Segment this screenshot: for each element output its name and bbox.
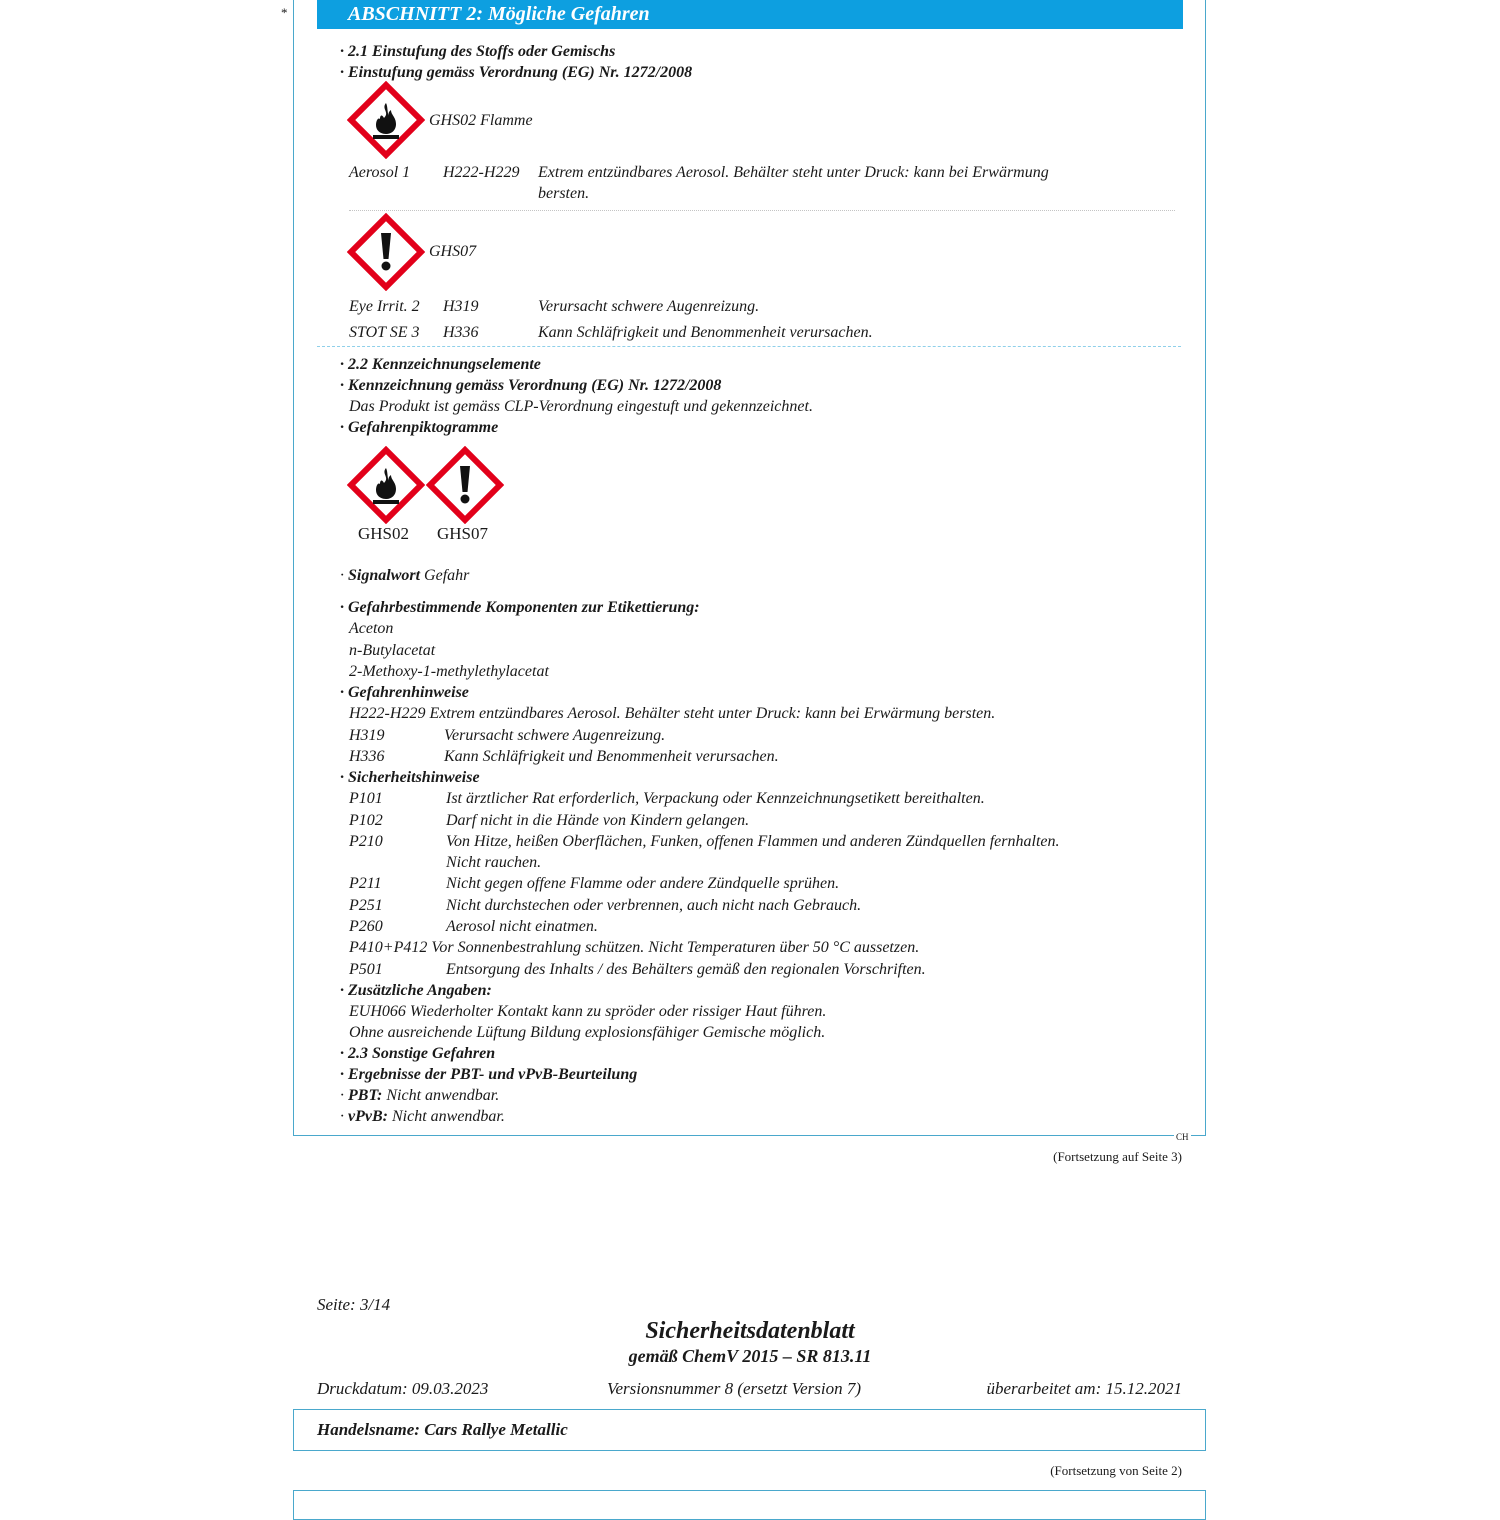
- class2-category: Eye Irrit. 2: [349, 298, 420, 315]
- ghs07-exclamation-icon: [426, 446, 504, 524]
- heading-hazards: · Gefahrenhinweise: [340, 684, 469, 701]
- hazard-text: Kann Schläfrigkeit und Benommenheit verursachen.: [444, 748, 779, 765]
- revision-date: überarbeitet am: 15.12.2021: [986, 1379, 1182, 1398]
- heading-2-2: · 2.2 Kennzeichnungselemente: [340, 356, 541, 373]
- class1-category: Aerosol 1: [349, 164, 411, 181]
- precaution-text: Entsorgung des Inhalts / des Behälters gemäß den regionalen Vorschriften.: [446, 961, 926, 978]
- precaution-text: Ist ärztlicher Rat erforderlich, Verpackung oder Kennzeichnungsetikett bereithalten.: [446, 790, 985, 807]
- precaution-code: P211: [349, 875, 382, 892]
- precaution-code: P260: [349, 918, 383, 935]
- class3-text: Kann Schläfrigkeit und Benommenheit verursachen.: [538, 324, 873, 341]
- class3-code: H336: [443, 324, 479, 341]
- precaution-text: Nicht durchstechen oder verbrennen, auch nicht nach Gebrauch.: [446, 897, 862, 914]
- continued-on: (Fortsetzung auf Seite 3): [1053, 1149, 1182, 1164]
- component-item: 2-Methoxy-1-methylethylacetat: [349, 663, 549, 680]
- heading-components: · Gefahrbestimmende Komponenten zur Etikettierung:: [340, 599, 700, 616]
- pbt-result: · PBT: Nicht anwendbar.: [340, 1087, 500, 1104]
- precaution-code: P251: [349, 897, 383, 914]
- precaution-code: P501: [349, 961, 383, 978]
- class1-code: H222-H229: [443, 164, 520, 181]
- hazard-statement: H222-H229 Extrem entzündbares Aerosol. Behälter steht unter Druck: kann bei Erwärmung bersten.: [349, 705, 996, 722]
- precaution-text: Darf nicht in die Hände von Kindern gelangen.: [446, 812, 750, 829]
- heading-precautions: · Sicherheitshinweise: [340, 769, 480, 786]
- heading-pictograms: · Gefahrenpiktogramme: [340, 419, 499, 436]
- version-number: Versionsnummer 8 (ersetzt Version 7): [607, 1379, 862, 1398]
- document-subtitle: gemäß ChemV 2015 – SR 813.11: [628, 1346, 872, 1366]
- precaution-text: Von Hitze, heißen Oberflächen, Funken, offenen Flammen und anderen Zündquellen fernhalten.: [446, 833, 1060, 850]
- page-number: Seite: 3/14: [317, 1295, 391, 1314]
- heading-2-3: · 2.3 Sonstige Gefahren: [340, 1045, 496, 1062]
- component-item: n-Butylacetat: [349, 642, 436, 659]
- class3-category: STOT SE 3: [349, 324, 420, 341]
- precaution-code: P102: [349, 812, 383, 829]
- signal-word: · Signalwort Gefahr: [340, 567, 470, 584]
- class2-text: Verursacht schwere Augenreizung.: [538, 298, 760, 315]
- hazard-text: Verursacht schwere Augenreizung.: [444, 727, 666, 744]
- precaution-text: Nicht rauchen.: [446, 854, 542, 871]
- heading-2-1: · 2.1 Einstufung des Stoffs oder Gemischs: [340, 43, 616, 60]
- country-code: CH: [1176, 1132, 1189, 1142]
- pictogram-caption-ghs02: GHS02: [358, 524, 410, 543]
- additional-item: Ohne ausreichende Lüftung Bildung explosionsfähiger Gemische möglich.: [349, 1024, 826, 1041]
- document-title: Sicherheitsdatenblatt: [645, 1318, 855, 1344]
- ghs02-flame-icon: [347, 446, 425, 524]
- component-item: Aceton: [349, 620, 394, 637]
- ghs07-exclamation-icon: [347, 213, 425, 291]
- precaution-text: Aerosol nicht einatmen.: [446, 918, 598, 935]
- heading-pbt: · Ergebnisse der PBT- und vPvB-Beurteilung: [340, 1066, 638, 1083]
- pictogram2-label: GHS07: [429, 243, 477, 260]
- hazard-code: H319: [349, 727, 385, 744]
- heading-classification: · Einstufung gemäss Verordnung (EG) Nr. 1272/2008: [340, 64, 693, 81]
- revision-asterisk: *: [281, 5, 288, 20]
- continued-from: (Fortsetzung von Seite 2): [1050, 1463, 1182, 1478]
- class1-text: Extrem entzündbares Aerosol. Behälter steht unter Druck: kann bei Erwärmung: [538, 164, 1049, 181]
- ghs02-flame-icon: [347, 81, 425, 159]
- heading-labelling: · Kennzeichnung gemäss Verordnung (EG) Nr. 1272/2008: [340, 377, 722, 394]
- class2-code: H319: [443, 298, 479, 315]
- print-date: Druckdatum: 09.03.2023: [317, 1379, 489, 1398]
- dotted-divider: [349, 210, 1175, 211]
- vpvb-result: · vPvB: Nicht anwendbar.: [340, 1108, 505, 1125]
- precaution-statement: P410+P412 Vor Sonnenbestrahlung schützen. Nicht Temperaturen über 50 °C aussetzen.: [349, 939, 920, 956]
- labelling-note: Das Produkt ist gemäss CLP-Verordnung eingestuft und gekennzeichnet.: [349, 398, 813, 415]
- pictogram1-label: GHS02 Flamme: [429, 112, 533, 129]
- trade-name: Handelsname: Cars Rallye Metallic: [317, 1420, 568, 1439]
- precaution-code: P101: [349, 790, 383, 807]
- heading-additional: · Zusätzliche Angaben:: [340, 982, 492, 999]
- pictogram-caption-ghs07: GHS07: [437, 524, 489, 543]
- hazard-code: H336: [349, 748, 385, 765]
- section-title: ABSCHNITT 2: Mögliche Gefahren: [317, 0, 1183, 29]
- dashed-divider: [317, 346, 1181, 347]
- additional-item: EUH066 Wiederholter Kontakt kann zu spröder oder rissiger Haut führen.: [349, 1003, 827, 1020]
- precaution-text: Nicht gegen offene Flamme oder andere Zündquelle sprühen.: [446, 875, 840, 892]
- next-section-frame: [293, 1490, 1206, 1520]
- precaution-code: P210: [349, 833, 383, 850]
- class1-text-cont: bersten.: [538, 185, 590, 202]
